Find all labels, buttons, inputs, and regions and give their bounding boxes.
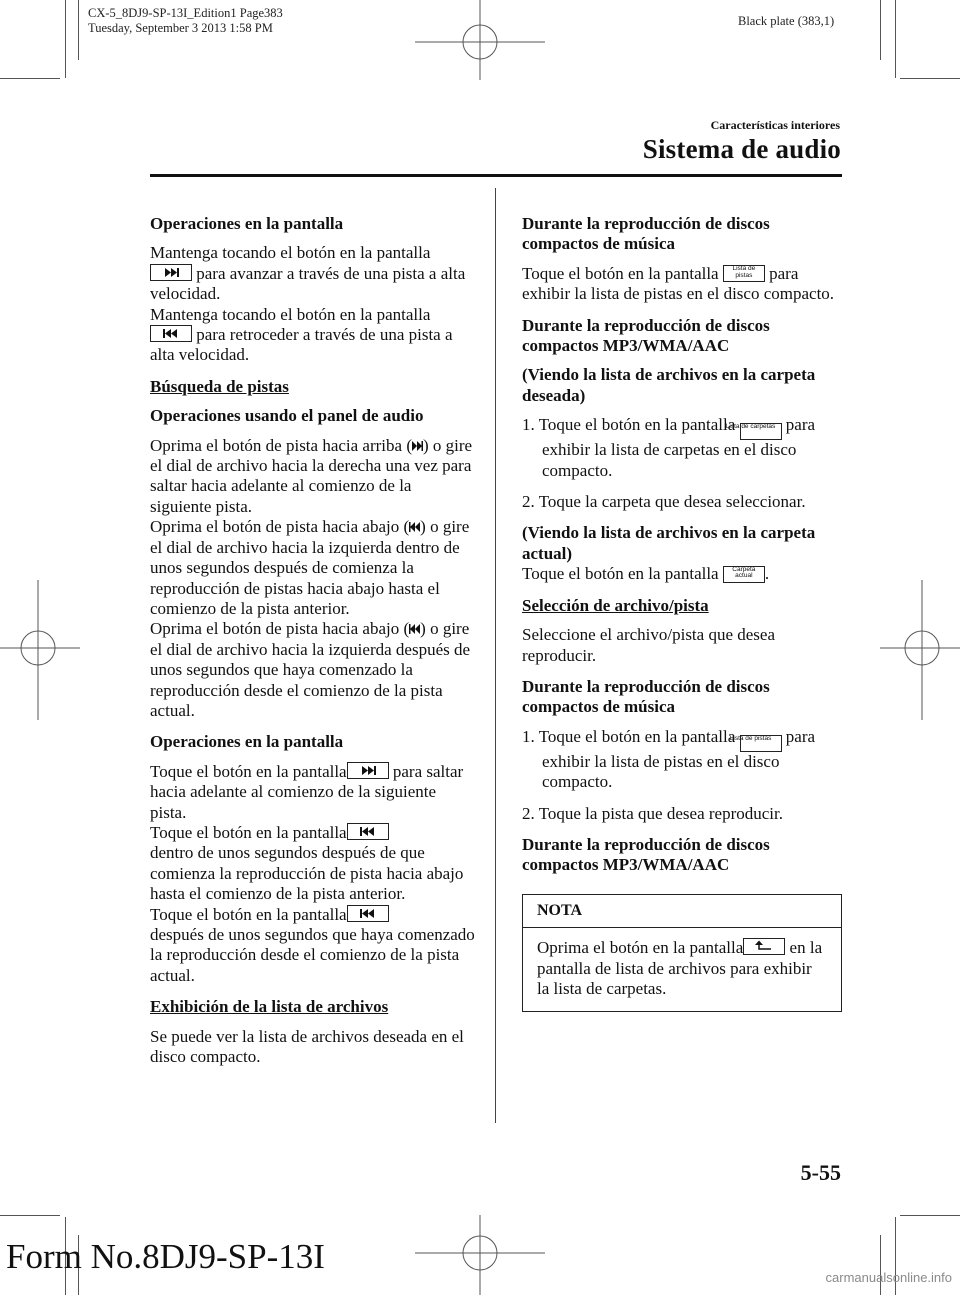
list-item: 2. Toque la pista que desea reproducir.: [522, 803, 783, 823]
paragraph: Toque el botón en la pantalla Lista de pistas para exhibir la lista de pistas en el disco compacto.: [522, 263, 835, 304]
paragraph: Se puede ver la lista de archivos deseada en el disco compacto.: [150, 1026, 464, 1067]
heading: (Viendo la lista de archivos en la carpeta deseada): [522, 365, 816, 405]
crop-mark: [900, 1215, 960, 1216]
edition-line: CX-5_8DJ9-SP-13I_Edition1 Page383: [88, 6, 283, 20]
registration-mark-top: [415, 0, 545, 80]
paragraph: Oprima el botón de pista hacia arriba ( ) o gire el dial de archivo hacia la derecha una vez para saltar hacia adelante al comienzo de la siguiente pista. Oprima el botón de pista hacia abajo ( ) o gire el dial de archivo hacia la izquierda dentro de unos segundos después de comienza la reproducción de pistas hacia abajo hasta el comienzo de la pista anterior. Oprima el botón de pista hacia abajo ( ) o gire el dial de archivo hacia la izquierda después de unos segundos que haya comenzado la reproducción desde el comienzo de la pista actual.: [150, 435, 473, 720]
heading: Durante la reproducción de discos compactos MP3/WMA/AAC: [522, 834, 770, 875]
right-column: [522, 214, 844, 1012]
form-number: Form No.8DJ9-SP-13I: [6, 1237, 325, 1276]
note-box: [522, 894, 842, 1013]
heading: Operaciones usando el panel de audio: [150, 406, 424, 426]
track-list-icon: Lista de pistas: [723, 265, 765, 282]
registration-mark-right: [880, 580, 960, 720]
heading: Operaciones en la pantalla: [150, 214, 344, 233]
skip-back-icon: [150, 325, 192, 342]
plate-info: Black plate (383,1): [738, 14, 835, 28]
track-list-icon: Lista de pistas: [740, 735, 782, 752]
crop-mark: [895, 0, 896, 78]
crop-mark: [880, 0, 881, 60]
registration-mark-bottom: [415, 1215, 545, 1295]
current-folder-icon: Carpeta actual: [723, 566, 765, 583]
heading: Durante la reproducción de discos compactos de música: [522, 214, 770, 254]
crop-mark: [78, 0, 79, 60]
skip-forward-icon: [150, 264, 192, 281]
list-item: 1. Toque el botón en la pantalla Lista de carpetas para exhibir la lista de carpetas en el disco compacto.: [522, 415, 816, 480]
heading: Durante la reproducción de discos compactos de música: [522, 676, 770, 717]
heading: (Viendo la lista de archivos en la carpeta actual): [522, 523, 816, 563]
paragraph: Toque el botón en la pantalla para saltar hacia adelante al comienzo de la siguiente pista. Toque el botón en la pantalla dentro de unos segundos después de que comienza la reproducción de pista hacia abajo hasta el comienzo de la pista anterior. Toque el botón en la pantalla después de unos segundos que haya comenzado la reproducción desde el comienzo de la pista actual.: [150, 761, 475, 985]
heading: Operaciones en la pantalla: [150, 732, 344, 752]
folder-list-icon: Lista de carpetas: [740, 423, 782, 440]
note-title: NOTA: [523, 895, 841, 928]
note-body: Oprima el botón en la pantalla en la pantalla de lista de archivos para exhibir la lista de carpetas.: [537, 938, 823, 998]
prev-track-icon: [409, 521, 420, 533]
skip-forward-icon: [347, 762, 389, 779]
section-subtitle: Características interiores: [710, 118, 840, 132]
crop-mark: [0, 1215, 60, 1216]
next-track-icon: [412, 440, 423, 452]
paragraph: Toque el botón en la pantalla Carpeta actual .: [522, 564, 770, 584]
crop-mark: [900, 78, 960, 79]
paragraph: Mantenga tocando el botón en la pantalla para avanzar a través de una pista a alta velocidad. Mantenga tocando el botón en la pantalla para retroceder a través de una pista a alta velocidad.: [150, 243, 466, 365]
heading: Durante la reproducción de discos compactos MP3/WMA/AAC: [522, 315, 770, 356]
folder-up-icon: [743, 938, 785, 955]
skip-back-icon: [347, 905, 389, 922]
subheading-underlined: Búsqueda de pistas: [150, 376, 289, 396]
watermark: carmanualsonline.info: [825, 1270, 952, 1285]
crop-mark: [65, 0, 66, 78]
list-item: 2. Toque la carpeta que desea seleccionar.: [522, 492, 806, 512]
list-item: 1. Toque el botón en la pantalla Lista de pistas para exhibir la lista de pistas en el disco compacto.: [522, 726, 816, 792]
crop-mark: [880, 1235, 881, 1295]
page-number: 5-55: [800, 1160, 841, 1185]
header-rule: [150, 174, 842, 177]
prev-track-icon: [409, 623, 420, 635]
subheading-underlined: Exhibición de la lista de archivos: [150, 997, 389, 1017]
subheading-underlined: Selección de archivo/pista: [522, 595, 709, 615]
date-line: Tuesday, September 3 2013 1:58 PM: [88, 21, 273, 35]
section-title: Sistema de audio: [642, 134, 841, 164]
paragraph: Seleccione el archivo/pista que desea reproducir.: [522, 625, 775, 665]
skip-back-icon: [347, 823, 389, 840]
registration-mark-left: [0, 580, 80, 720]
print-edition-info: [88, 6, 283, 36]
crop-mark: [0, 78, 60, 79]
left-column: [150, 214, 475, 1078]
column-divider: [495, 188, 496, 1123]
